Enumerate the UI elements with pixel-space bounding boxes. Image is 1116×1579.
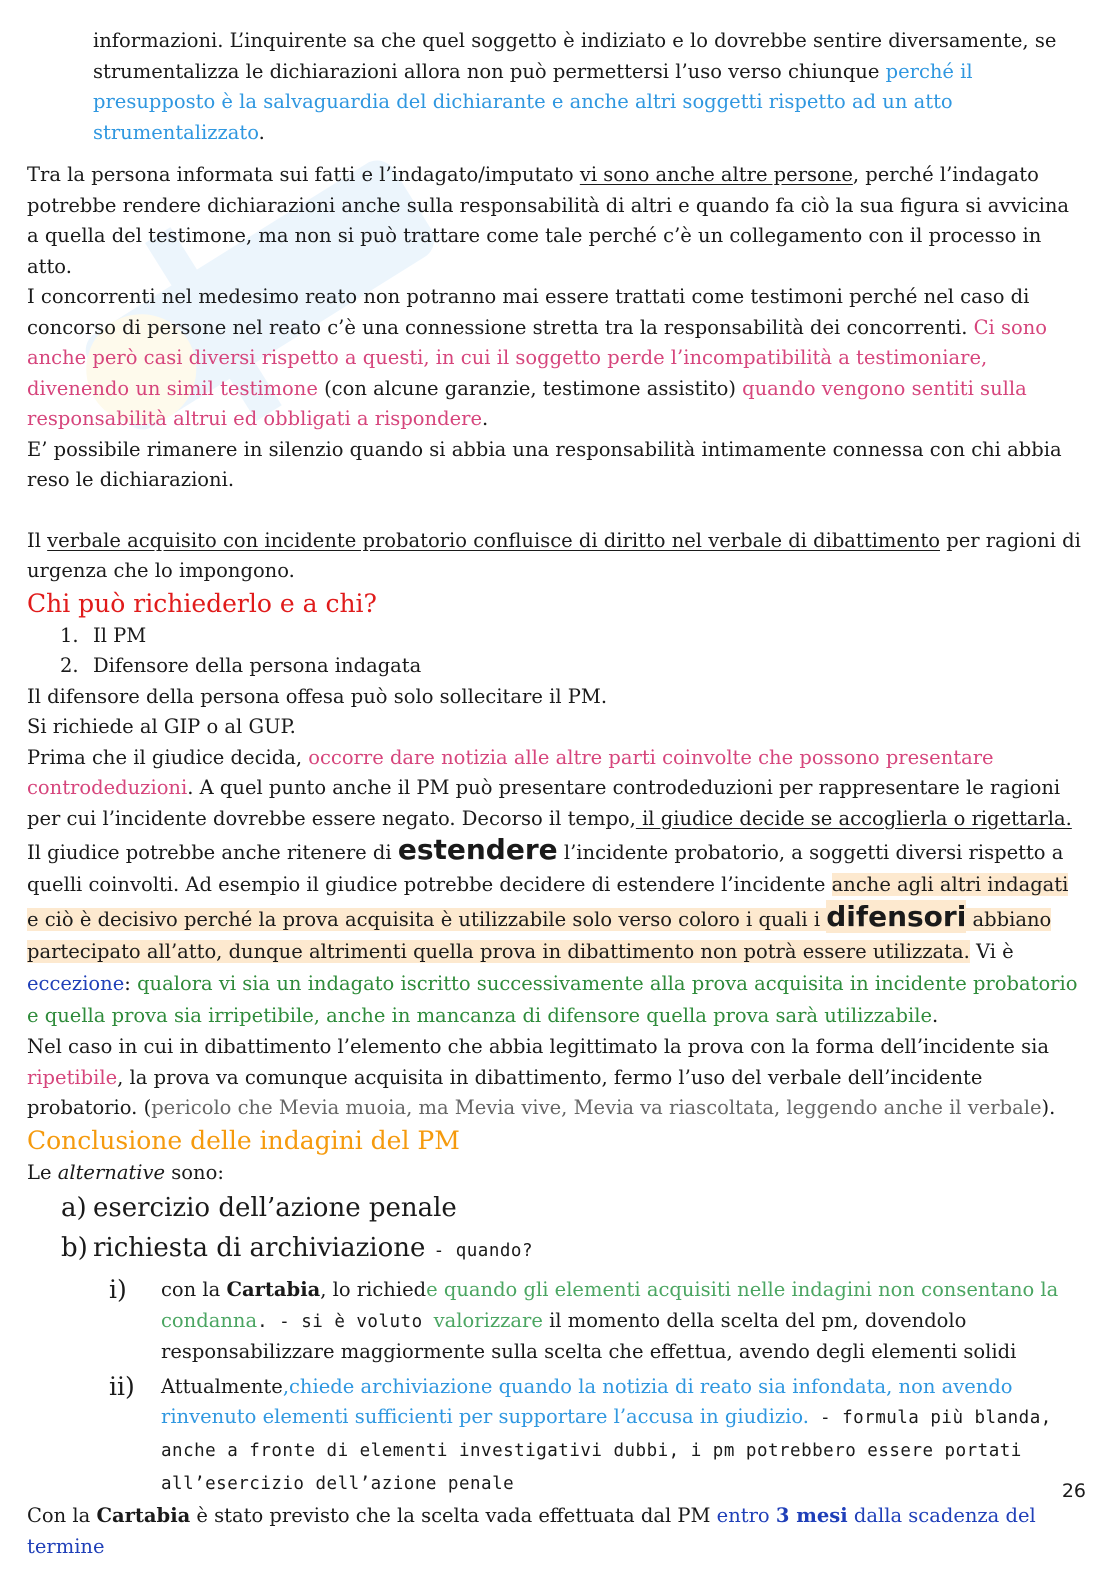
list-item — [60, 621, 1085, 652]
highlight-text: entro — [716, 1504, 776, 1527]
list-marker: a) — [61, 1193, 87, 1223]
highlight-text: occorre dare notizia alle altre parti coinvolte che possono presentare controdeduzioni — [27, 745, 994, 799]
emphasis-text: difensori — [826, 900, 967, 933]
paragraph — [27, 1501, 1085, 1562]
highlighted-text: anche agli altri indagati e ciò è decisivo perché la prova acquisita è utilizzabile solo verso coloro i quali i — [27, 873, 1069, 931]
document-body — [27, 26, 1085, 1562]
sub-list — [27, 1275, 1085, 1501]
page-number: 26 — [1061, 1480, 1086, 1502]
italic-text: alternative — [57, 1160, 166, 1184]
list-marker: b) — [61, 1233, 88, 1263]
list-item — [61, 1188, 1085, 1228]
emphasis-text: estendere — [397, 833, 558, 866]
text: il momento della scelta del pm, dovendolo responsabilizzare maggiormente sulla scelta che effettua, avendo degli elementi solidi — [161, 1308, 1017, 1363]
text: Con la — [27, 1504, 97, 1527]
paragraph — [27, 1032, 1085, 1124]
text: (con alcune garanzie, testimone assistito) — [317, 376, 743, 400]
list-item — [109, 1372, 1085, 1502]
bold-text: Cartabia — [96, 1504, 191, 1527]
text: . — [258, 120, 265, 144]
highlight-text: ripetibile — [27, 1065, 118, 1089]
underlined-text: verbale acquisito con incidente probatorio confluisce di diritto nel verbale di dibattimento — [47, 528, 941, 552]
handwritten-note: . - si è voluto — [257, 1311, 434, 1332]
text: , lo richied — [320, 1278, 427, 1301]
list-marker: 1. — [60, 623, 79, 647]
underlined-text: vi sono anche altre persone — [579, 163, 853, 186]
highlight-text: dalla scadenza del termine — [27, 1504, 1036, 1558]
text: Tra la persona informata sui fatti e l’indagato/imputato — [27, 163, 580, 186]
list-marker: i) — [109, 1275, 127, 1304]
text: Attualmente — [161, 1374, 283, 1398]
paragraph — [27, 1158, 1085, 1189]
text: , perché l’indagato potrebbe rendere dichiarazioni anche sulla responsabilità di altri e quando fa ciò la sua figura si avvicina a quella del testimone, ma non si può trattare come tale perché c’è un collegamento con il processo in atto. — [27, 163, 1070, 278]
highlight-text: e quando gli elementi acquisiti nelle indagini non consentano la condanna — [161, 1278, 1059, 1332]
paragraph — [27, 160, 1085, 282]
text: informazioni. L’inquirente sa che quel soggetto è indiziato e lo dovrebbe sentire diversamente, se strumentalizza le dichiarazioni allora non può permettersi l’uso verso chiunque — [93, 29, 1057, 83]
list-item — [109, 1275, 1085, 1368]
list-marker: 2. — [60, 654, 79, 677]
list-text: esercizio dell’azione penale — [93, 1193, 457, 1223]
text: Nel caso in cui in dibattimento l’elemento che abbia legittimato la prova con la forma dell’incidente sia — [27, 1035, 1050, 1058]
example-text: pericolo che Mevia muoia, ma Mevia vive, Mevia va riascoltata, leggendo anche il verbale — [151, 1096, 1042, 1119]
text: Le — [27, 1160, 58, 1184]
text: . — [932, 1004, 939, 1027]
text: è stato previsto che la scelta vada effettuata dal PM — [190, 1504, 717, 1527]
section-heading: Chi può richiederlo e a chi? — [27, 588, 377, 618]
text: Il giudice potrebbe anche ritenere di — [27, 841, 398, 864]
keyword-text: eccezione — [27, 972, 125, 995]
text: : — [124, 972, 138, 995]
paragraph — [27, 834, 1085, 1032]
highlighted-text: abbiano partecipato all’atto, dunque altrimenti quella prova in dibattimento non potrà essere utilizzata. — [27, 908, 1052, 963]
text: Il — [27, 528, 48, 552]
bold-text: Cartabia — [226, 1278, 321, 1301]
text: , la prova va comunque acquisita in dibattimento, fermo l’uso del verbale dell’incidente probatorio. ( — [27, 1065, 983, 1119]
highlight-text: ,chiede archiviazione quando la notizia di reato sia infondata, non avendo rinvenuto elementi sufficienti per supportare l’accusa in giudizio. — [161, 1374, 1013, 1428]
text: Prima che il giudice decida, — [27, 745, 309, 769]
paragraph: Si richiede al GIP o al GUP. — [27, 715, 296, 738]
list-text: Il PM — [93, 623, 147, 647]
highlight-text: qualora vi sia un indagato iscritto successivamente alla prova acquisita in incidente probatorio e quella prova sia irripetibile, anche in mancanza di difensore quella prova sarà utilizzabile — [27, 972, 1078, 1027]
highlight-text: valorizzare — [433, 1308, 543, 1332]
text: . A quel punto anche il PM può presentare controdeduzioni per rappresentare le ragioni per cui l’incidente dovrebbe essere negato. Decorso il tempo, — [27, 776, 1061, 830]
handwritten-note: - formula più blanda, anche a fronte di elementi investigativi dubbi, i pm potrebbero essere portati all’esercizio dell’azione penale — [161, 1408, 1052, 1494]
text: I concorrenti nel medesimo reato non potranno mai essere trattati come testimoni perché nel caso di concorso di persone nel reato c’è una connessione stretta tra la responsabilità dei concorrenti. — [27, 285, 1030, 339]
alternatives-list — [27, 1188, 1085, 1271]
list-marker: ii) — [109, 1371, 135, 1401]
text: ). — [1041, 1096, 1056, 1119]
underlined-text: il giudice decide se accoglierla o rigettarla. — [635, 806, 1072, 830]
paragraph: Il difensore della persona offesa può solo sollecitare il PM. — [27, 684, 608, 708]
paragraph — [27, 282, 1085, 435]
highlight-text: perché il presupposto è la salvaguardia del dichiarante e anche altri soggetti rispetto ad un atto strumentalizzato — [93, 59, 973, 144]
text: sono: — [165, 1160, 224, 1184]
highlight-text: quando vengono sentiti sulla responsabilità altrui ed obbligati a rispondere — [27, 376, 1027, 430]
list-item — [61, 1228, 1085, 1271]
bold-text: 3 mesi — [775, 1504, 848, 1527]
paragraph: E’ possibile rimanere in silenzio quando si abbia una responsabilità intimamente connessa con chi abbia reso le dichiarazioni. — [27, 437, 1062, 491]
section-heading: Conclusione delle indagini del PM — [27, 1125, 460, 1155]
paragraph — [27, 743, 1085, 835]
text: Vi è — [969, 940, 1014, 963]
paragraph — [27, 526, 1085, 587]
list-text: Difensore della persona indagata — [93, 654, 422, 677]
text: per ragioni di urgenza che lo impongono. — [27, 528, 1081, 582]
numbered-list — [27, 621, 1085, 682]
list-text: richiesta di archiviazione — [93, 1233, 434, 1263]
intro-paragraph — [27, 26, 1085, 148]
highlight-text: Ci sono anche però casi diversi rispetto a questi, in cui il soggetto perde l’incompatibilità a testimoniare, divenendo un simil testimone — [27, 315, 1047, 400]
handwritten-note: - quando? — [433, 1241, 533, 1261]
text: con la — [161, 1278, 227, 1301]
text: l’incidente probatorio, a soggetti diversi rispetto a quelli coinvolti. Ad esempio il giudice potrebbe decidere di estendere l’incidente — [27, 841, 1064, 896]
text: . — [481, 407, 489, 430]
list-item — [60, 651, 1085, 682]
